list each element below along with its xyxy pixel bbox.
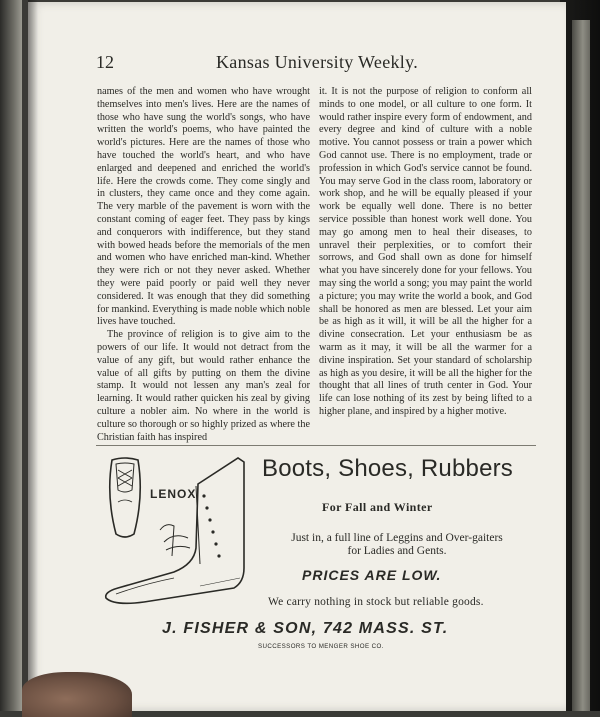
ad-prices: PRICES ARE LOW. (302, 567, 442, 583)
page-number: 12 (96, 52, 114, 72)
boot-brand-label: LENOX (150, 487, 197, 501)
journal-title: Kansas University Weekly. (216, 52, 419, 72)
ad-body-line: Just in, a full line of Leggins and Over-gaiters (291, 532, 503, 544)
ad-subheadline: For Fall and Winter (322, 500, 433, 514)
ad-stock-note: We carry nothing in stock but reliable goods. (268, 596, 484, 608)
article-paragraph: names of the men and women who have wrought themselves into men's lives. Here are the names of those who have sung the world's songs, who have written the world's poems, who have painted the world's pictures. Here are the names of those who have touched the world's heart, and who have enlarged and deepened and enriched the world's life. Here the crowds come. They come singly and in clusters, they came once and they come again. The very marble of the pavement is worn with the constant coming of eager feet. They pass by kings and conquerors with indifference, but they stand with bowed heads before the memorials of the men and women who have enriched man-kind. Whether they were rich or not they never asked. Whether they were paid poorly or paid well they never considered. It was enough that they did something for mankind. Everything is made noble which noble lives have touched. (97, 86, 310, 328)
boot-illustration-icon (104, 456, 256, 608)
article-paragraph: The province of religion is to give aim to the powers of our life. It would not detract from the value of any gift, but would rather enhance the value of all gifts by putting on them the divine stamp. It would not lessen any man's zeal for learning. It would rather quicken his zeal by giving culture a nobler aim. No where in the world is culture so thorough or so highly prized as where the Christian faith has inspired (97, 329, 310, 443)
section-divider (96, 445, 536, 446)
book-right-page-edge (572, 20, 590, 711)
ad-firm-name: J. FISHER & SON, 742 MASS. ST. (162, 620, 449, 637)
book-left-edge (0, 0, 22, 711)
article-left-column (97, 86, 310, 444)
ad-body (262, 532, 532, 558)
ad-body-line: for Ladies and Gents. (347, 545, 447, 557)
article-paragraph: it. It is not the purpose of religion to conform all minds to one model, or all culture to one form. It would rather inspire every form of endowment, and every degree and kind of culture with a noble motive. You cannot possess or train a power which God cannot use. There is no employment, trade or profession in which God's service cannot be found. You may serve God in the class room, laboratory or work shop, and he will be equally pleased if your work be equally well done. There is no better service possible than honest work well done. You may go among men to heal their diseases, to unravel their perplexities, or to comfort their sorrows, and God shall own as done for himself what you have sincerely done for your fellows. You may sing the world a song; you may paint the world a picture; you may write the world a book, and God shall be honored as men are blessed. Let your aim be as high as it will, it will be all the higher for a divine consecration. Let your enthusiasm be as warm as it may, it will be all the warmer for a divine inspiration. Set your standard of scholarship as high as you desire, it will be all the higher for the thought that all lines of truth center in God. Your life can lose nothing of its zest by being lifted to a higher plane, and inspired by a higher motive. (319, 86, 532, 417)
article-right-column (319, 86, 532, 419)
ad-headline: Boots, Shoes, Rubbers (262, 455, 514, 482)
page-gutter-shadow (28, 0, 38, 711)
scanner-thumb (22, 672, 132, 717)
ad-successors-note: SUCCESSORS TO MENGER SHOE CO. (258, 643, 384, 650)
page-header (96, 50, 536, 78)
